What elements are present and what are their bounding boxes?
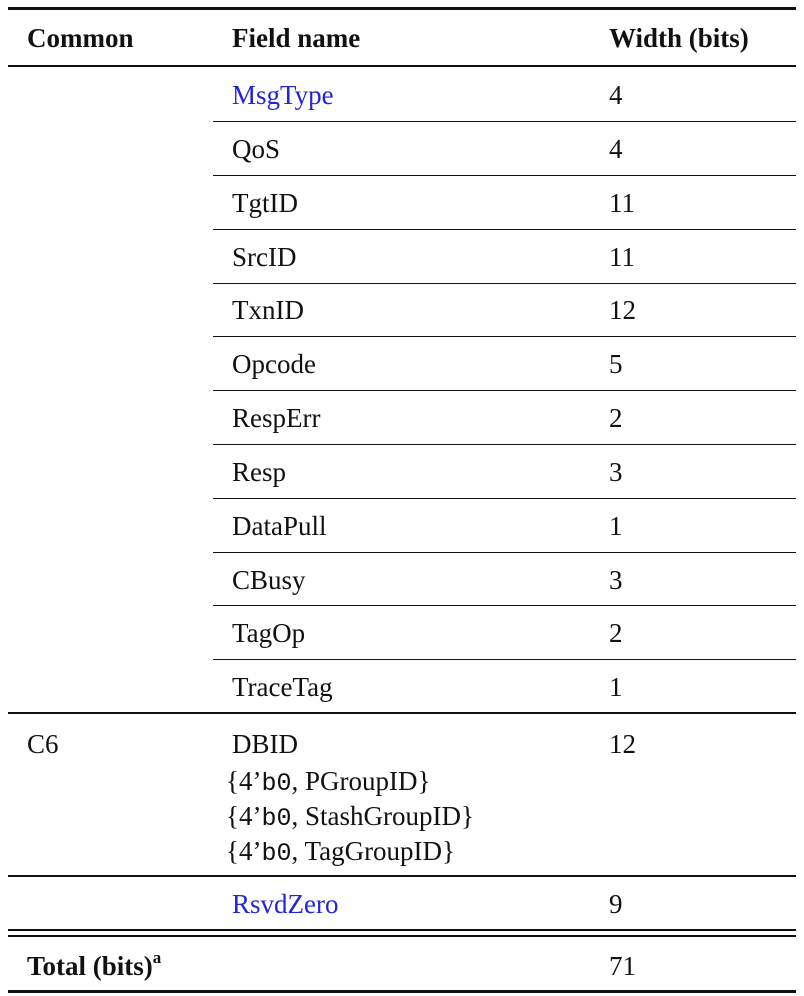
width-value: 2: [609, 403, 623, 433]
width-value: 9: [609, 889, 623, 919]
table-header-row: [0, 21, 804, 55]
total-width-value: 71: [609, 951, 636, 981]
field-name: TxnID: [232, 295, 304, 325]
field-name: Opcode: [232, 349, 316, 379]
total-double-rule-bottom: [8, 935, 796, 937]
width-value: 12: [609, 295, 636, 325]
width-value: 4: [609, 134, 623, 164]
row-divider: [213, 498, 796, 499]
header-common: Common: [27, 23, 134, 53]
alt-code: b0: [261, 839, 292, 868]
total-double-rule-top: [8, 929, 796, 931]
row-divider: [213, 659, 796, 660]
field-name: SrcID: [232, 242, 297, 272]
alt-open: {4’: [226, 801, 262, 831]
row-divider: [213, 336, 796, 337]
alt-close: , StashGroupID}: [291, 801, 474, 831]
alt-close: , TagGroupID}: [291, 836, 456, 866]
width-value: 11: [609, 242, 635, 272]
field-dbid: DBID: [232, 729, 298, 759]
width-value: 3: [609, 457, 623, 487]
width-value: 12: [609, 729, 636, 759]
total-label: [27, 949, 161, 983]
table-top-rule: [8, 7, 796, 10]
width-value: 11: [609, 188, 635, 218]
field-name: DataPull: [232, 511, 327, 541]
dbid-alternative: [226, 833, 455, 872]
row-divider: [213, 444, 796, 445]
field-name: RespErr: [232, 403, 321, 433]
group-label-c6: C6: [27, 729, 59, 759]
header-field-name: Field name: [232, 23, 361, 53]
total-footnote-mark: a: [152, 948, 162, 967]
row-divider: [213, 175, 796, 176]
field-name: TgtID: [232, 188, 298, 218]
field-name: TagOp: [232, 618, 306, 648]
row-divider: [213, 552, 796, 553]
row-divider: [213, 605, 796, 606]
field-name: Resp: [232, 457, 286, 487]
header-width-bits: Width (bits): [609, 23, 749, 53]
width-value: 1: [609, 672, 623, 702]
row-divider: [213, 121, 796, 122]
width-value: 1: [609, 511, 623, 541]
field-msgtype-link[interactable]: MsgType: [232, 80, 334, 110]
width-value: 5: [609, 349, 623, 379]
alt-close: , PGroupID}: [291, 766, 431, 796]
width-value: 4: [609, 80, 623, 110]
field-name: CBusy: [232, 565, 306, 595]
header-rule: [8, 65, 796, 67]
row-divider: [213, 229, 796, 230]
row-divider: [213, 390, 796, 391]
group-divider: [8, 875, 796, 877]
table-bottom-rule: [8, 990, 796, 993]
alt-open: {4’: [226, 766, 262, 796]
dbid-alternative: [226, 763, 430, 802]
field-name: QoS: [232, 134, 281, 164]
width-value: 2: [609, 618, 623, 648]
dbid-alternative: [226, 798, 474, 837]
alt-code: b0: [261, 769, 292, 798]
total-label-text: Total (bits): [27, 951, 153, 981]
width-value: 3: [609, 565, 623, 595]
row-divider: [213, 283, 796, 284]
group-divider: [8, 712, 796, 714]
field-rsvdzero-link[interactable]: RsvdZero: [232, 889, 339, 919]
alt-code: b0: [261, 804, 292, 833]
alt-open: {4’: [226, 836, 262, 866]
field-name: TraceTag: [232, 672, 333, 702]
